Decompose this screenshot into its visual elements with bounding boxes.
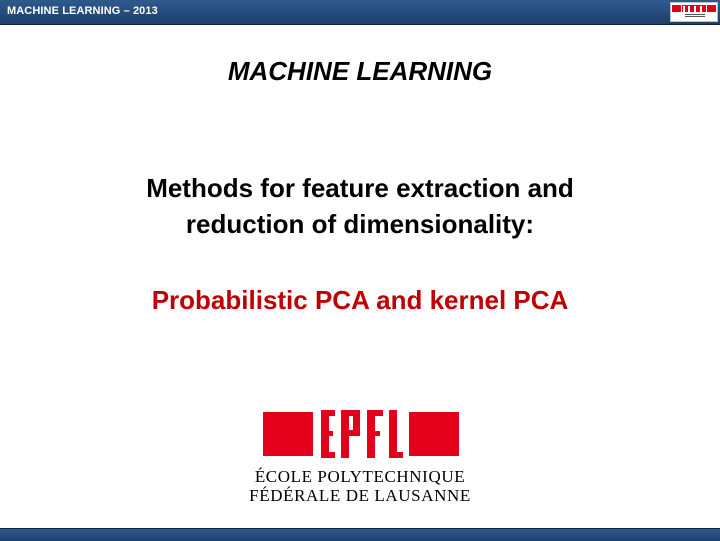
logo-block-right bbox=[409, 412, 459, 456]
course-title: MACHINE LEARNING – 2013 bbox=[7, 5, 158, 17]
header-bar bbox=[0, 0, 720, 25]
epfl-mini-logo bbox=[670, 2, 718, 22]
footer-bar bbox=[0, 528, 720, 541]
subtitle-line-1: Methods for feature extraction and bbox=[146, 173, 574, 203]
subtitle-line-2: reduction of dimensionality: bbox=[185, 209, 535, 239]
logo-block-left bbox=[263, 412, 313, 456]
slide-topic: Probabilistic PCA and kernel PCA bbox=[151, 285, 569, 315]
epfl-logo-icon bbox=[263, 406, 459, 462]
logo-letters bbox=[321, 410, 403, 458]
slide-subtitle bbox=[40, 170, 680, 242]
logo-text-line-2: FÉDÉRALE DE LAUSANNE bbox=[249, 486, 471, 505]
epfl-mini-logo-mark bbox=[671, 3, 717, 21]
slide-heading: MACHINE LEARNING bbox=[227, 56, 493, 86]
logo-text-line-1: ÉCOLE POLYTECHNIQUE bbox=[254, 467, 466, 486]
